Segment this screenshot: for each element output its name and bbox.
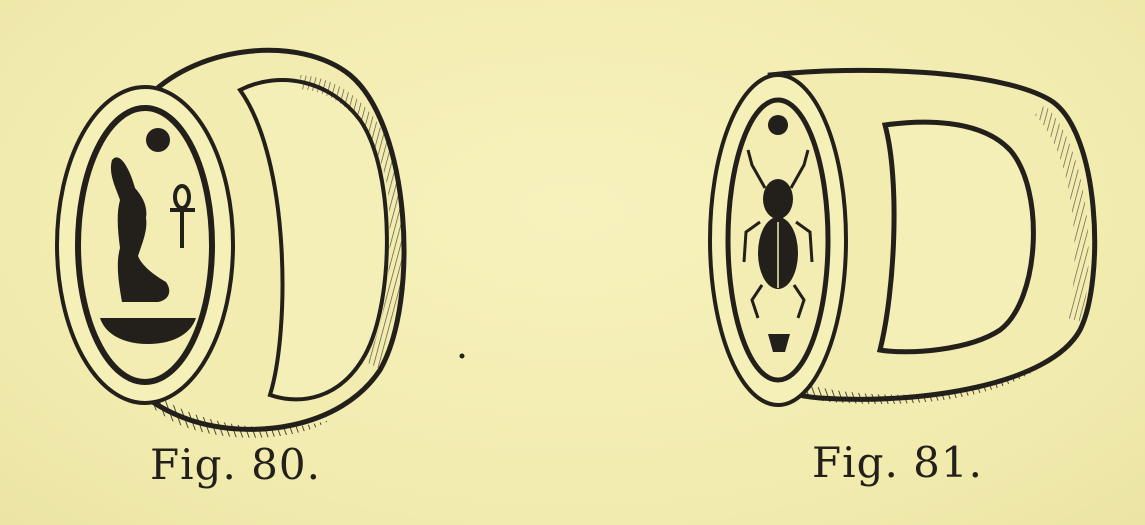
sun-disc-icon [146,128,170,152]
sun-disc-icon-81 [768,115,788,135]
figure-caption-81: Fig. 81. [812,438,983,487]
figure-caption-80: Fig. 80. [150,440,321,489]
ring-fig-81 [710,70,1095,405]
ring-fig-80 [57,50,404,437]
paper-speck [460,354,465,359]
